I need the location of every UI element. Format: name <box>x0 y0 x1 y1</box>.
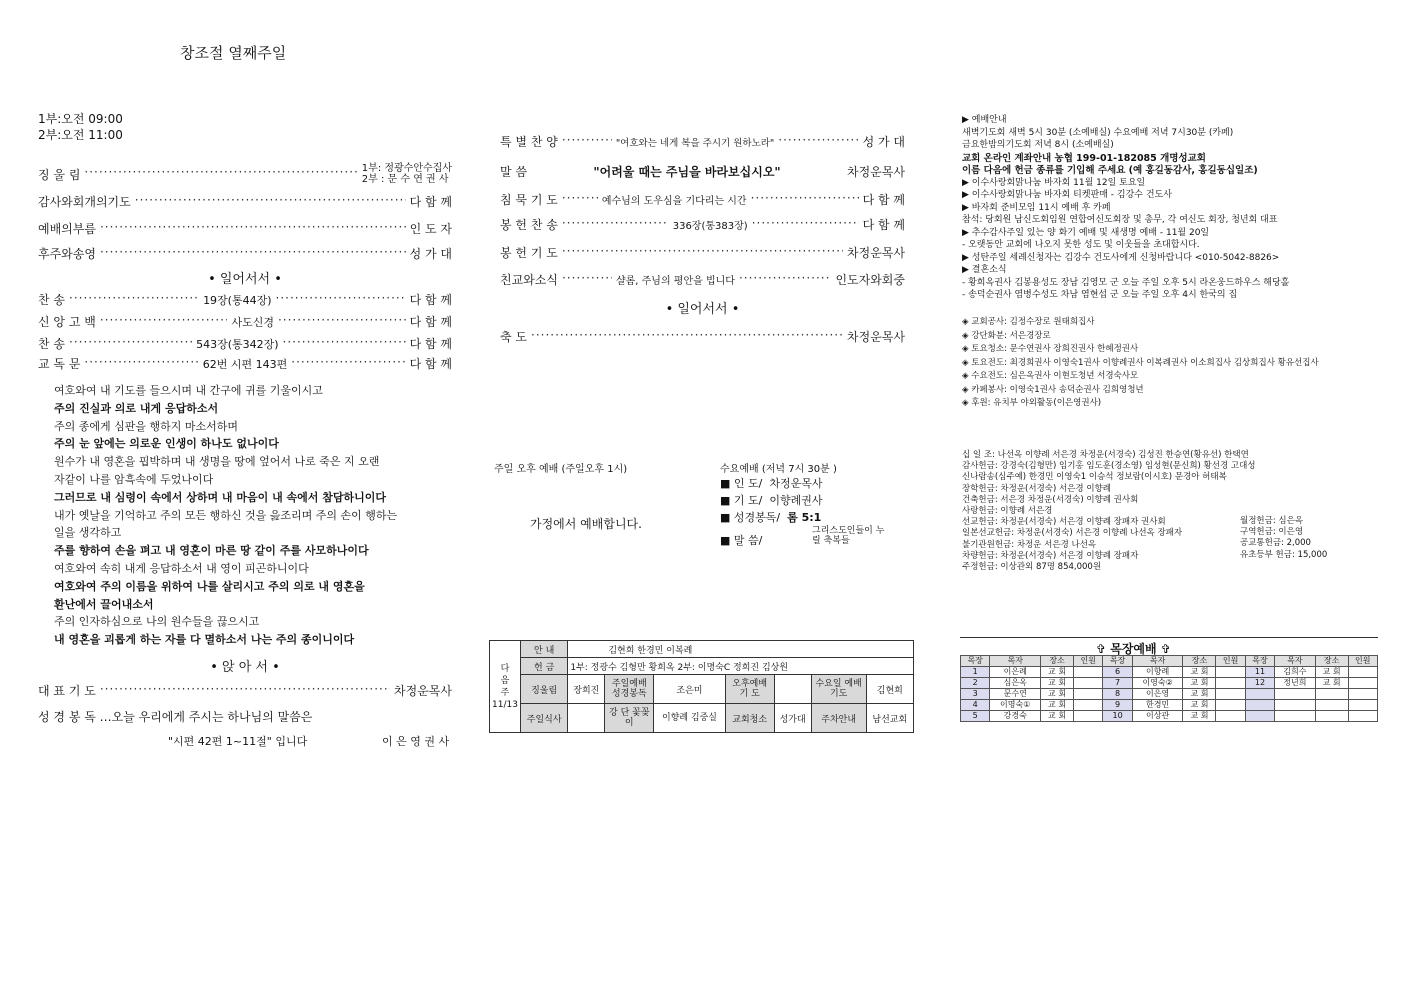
dot-leader <box>291 358 405 370</box>
cell-header: 장소 <box>1183 656 1216 667</box>
table-row <box>961 689 1378 700</box>
duty-label: 오후예배 기 도 <box>725 675 774 704</box>
psalm-line: 여호와여 내 기도를 들으시며 내 간구에 귀를 기울이시고 <box>54 384 323 397</box>
cell-value <box>1315 711 1348 722</box>
cell-value: 7 <box>1103 678 1132 689</box>
offer-line: 주정헌금: 이상관외 87명 854,000원 <box>962 562 1102 572</box>
cell-value: 교 회 <box>1041 700 1074 711</box>
order-item <box>500 216 905 233</box>
dot-leader <box>100 316 228 328</box>
cell-header: 장소 <box>1041 656 1074 667</box>
sunday-pm-note: 가정에서 예배합니다. <box>530 517 642 531</box>
duty-value: 1부: 정광수 김형만 황희옥 2부: 이명숙C 정희진 김상원 <box>568 658 914 675</box>
wed-item: ■ 말 씀/ <box>720 534 763 547</box>
duty-side-char: 주 <box>500 687 510 698</box>
psalm-line: 자같이 나를 암흑속에 두었나이다 <box>54 473 214 486</box>
cell-value <box>1074 689 1103 700</box>
order-item <box>38 291 452 308</box>
cell-value: 12 <box>1245 678 1274 689</box>
bell-ringers <box>362 163 452 185</box>
order-mid: 336장(통383장) <box>672 221 748 232</box>
ann-line: ▶ 예배안내 <box>962 115 1007 125</box>
cell-header: 목자 <box>990 656 1041 667</box>
cell-value <box>1348 678 1377 689</box>
scripture-reading: 성 경 봉 독 …오늘 우리에게 주시는 하나님의 말씀은 <box>38 710 313 724</box>
cell-value <box>1315 689 1348 700</box>
cell-value: 10 <box>1103 711 1132 722</box>
order-label: 신 앙 고 백 <box>38 315 96 329</box>
cell-value <box>1245 689 1274 700</box>
duty-value: 장희진 <box>568 675 605 704</box>
cell-value: 한경민 <box>1132 700 1183 711</box>
ann-line: 새벽기도회 새벽 5시 30분 (소예배실) 수요예배 저녁 7시30분 (카페) <box>962 127 1234 138</box>
cell-value <box>1074 667 1103 678</box>
ann-line: - 오랫동안 교회에 나오지 못한 성도 및 이웃들을 초대합시다. <box>962 240 1200 250</box>
ann-line: ▶ 이수사랑회맑나눔 바자회 티켓판매 - 김강수 건도사 <box>962 190 1172 200</box>
order-label: 징 울 림 <box>38 167 81 182</box>
cell-value: 이은영 <box>1132 689 1183 700</box>
order-who: 성 가 대 <box>862 135 905 149</box>
order-who: 차정운목사 <box>847 165 905 179</box>
psalm-line: 주의 인자하심으로 나의 원수들을 끊으시고 <box>54 615 260 629</box>
sit-down-heading: • 앉 아 서 • <box>210 660 280 675</box>
order-item <box>38 355 452 372</box>
scripture-reader: 이 은 영 권 사 <box>382 735 450 748</box>
cell-value: 1 <box>961 667 990 678</box>
duty-value: 조은미 <box>654 675 725 704</box>
ann-line: ▶ 결혼소식 <box>962 265 1007 275</box>
order-item <box>500 163 905 180</box>
cell-value: 심은옥 <box>990 678 1041 689</box>
cell-header: 목장 <box>1245 656 1274 667</box>
sunday-pm-title: 주일 오후 예배 (주일오후 1시) <box>494 464 628 475</box>
order-label: 친교와소식 <box>500 273 558 287</box>
cell-value: 3 <box>961 689 990 700</box>
dot-leader <box>84 358 198 370</box>
cell-value: 5 <box>961 711 990 722</box>
cell-value <box>1074 711 1103 722</box>
wed-value: 차정운목사 <box>769 477 823 490</box>
order-who: 차정운목사 <box>847 246 905 260</box>
order-who: 차정운목사 <box>847 330 905 344</box>
psalm-line: 내 영혼을 괴롭게 하는 자를 다 멸하소서 나는 주의 종이니이다 <box>54 633 355 647</box>
order-mid: 543장(통342장) <box>196 337 279 351</box>
offer-line: 일본선교헌금: 차정운(서경숙) 서은경 이향례 나선옥 장패자 <box>962 528 1183 539</box>
cell-value: 11 <box>1245 667 1274 678</box>
psalm-line: 원수가 내 영혼을 핍박하며 내 생명을 땅에 엎어서 나로 죽은 지 오랜 <box>54 455 380 469</box>
dot-leader <box>752 219 859 231</box>
order-label: 침 묵 기 도 <box>500 193 558 207</box>
dot-leader <box>84 168 357 180</box>
cell-value <box>1216 678 1245 689</box>
order-who: 인 도 자 <box>409 222 452 236</box>
duty-side-char: 11/13 <box>492 699 518 710</box>
cell-value <box>1348 711 1377 722</box>
order-who: 다 함 께 <box>862 218 905 232</box>
psalm-line: 주의 눈 앞에는 의로운 인생이 하나도 없나이다 <box>54 437 279 451</box>
order-mid: 사도신경 <box>231 315 274 329</box>
cell-value <box>1348 667 1377 678</box>
order-label: 찬 송 <box>38 337 65 351</box>
ann-line: ▶ 추수감사주일 있는 양 화기 예배 및 새생명 예배 - 11월 20일 <box>962 227 1210 238</box>
cell-header: 목자 <box>1132 656 1183 667</box>
duty-value <box>774 675 811 704</box>
dot-leader <box>562 194 598 206</box>
psalm-line: 그러므로 내 심령이 속에서 상하며 내 마음이 내 속에서 참담하니이다 <box>54 490 386 504</box>
cell-value: 김희수 <box>1275 667 1315 678</box>
duty-value: 성가대 <box>774 704 811 733</box>
duty-side-char: 음 <box>500 675 510 686</box>
offer-line: 감사헌금: 강경숙(김형만) 임기홍 임도훈(경소영) 임성현(문신희) 황선경 고대성 <box>962 461 1256 472</box>
cell-value: 강경숙 <box>990 711 1041 722</box>
cell-header: 목장 <box>1103 656 1132 667</box>
cell-value <box>1315 700 1348 711</box>
offer-line: 사랑헌금: 이향례 서은경 <box>962 506 1053 516</box>
dot-leader <box>276 294 406 306</box>
cell-value: 정년희 <box>1275 678 1315 689</box>
offer-line: 차량헌금: 차정운(서경숙) 서은경 이향례 장패자 <box>962 550 1139 561</box>
wed-key: 인 도/ <box>733 477 763 490</box>
order-label: 대 표 기 도 <box>38 684 96 698</box>
psalm-line: 내가 옛날을 기억하고 주의 모든 행하신 것을 읊조리며 주의 손이 행하는 <box>54 508 398 522</box>
order-mid: 19장(통44장) <box>203 293 272 307</box>
order-mid: 샬롬, 주님의 평안을 빕니다 <box>615 276 735 287</box>
offerR-line: 공교통헌금: 2,000 <box>1240 538 1311 549</box>
staff-line: ◈ 강단화분: 서은경장로 <box>962 330 1051 341</box>
bell-ringer-1: 1부: 정광수안수집사 <box>361 163 452 174</box>
offerR-line: 월정헌금: 심은옥 <box>1240 516 1304 526</box>
wed-key: 성경봉독/ <box>733 511 781 524</box>
cell-divider <box>960 637 1378 638</box>
psalm-line: 주의 종에게 심판을 행하지 마소서하며 <box>54 419 239 433</box>
staff-line: ◈ 교회공사: 김정수장로 원태희집사 <box>962 317 1095 327</box>
order-who: 차정운목사 <box>394 684 452 698</box>
dot-leader <box>100 685 390 697</box>
cell-value: 교 회 <box>1183 700 1216 711</box>
cell-value: 4 <box>961 700 990 711</box>
staff-line: ◈ 토요청소: 문수연권사 장희진권사 한혜정권사 <box>962 344 1139 354</box>
order-item <box>38 245 452 262</box>
table-row <box>961 678 1378 689</box>
order-label: 봉 헌 찬 송 <box>500 218 558 232</box>
scripture-ref: "시편 42편 1~11절" 입니다 <box>168 735 308 748</box>
cell-value: 이명숙① <box>990 700 1041 711</box>
order-label: 특 별 찬 양 <box>500 135 558 149</box>
cell-header: 목장 <box>961 656 990 667</box>
offerR-line: 유초등부 헌금: 15,000 <box>1240 549 1328 560</box>
cell-header: 인원 <box>1074 656 1103 667</box>
cell-table <box>960 655 1378 722</box>
stand-up-heading: • 일어서서 • <box>208 272 282 287</box>
order-item <box>500 133 905 150</box>
cell-value <box>1074 700 1103 711</box>
order-who: 다 함 께 <box>862 193 905 207</box>
duty-value: 김현희 한경민 이복례 <box>568 641 914 658</box>
cell-value: 2 <box>961 678 990 689</box>
psalm-line: 환난에서 끌어내소서 <box>54 597 154 611</box>
wed-key: 말 씀/ <box>733 534 763 547</box>
ann-line: ▶ 성탄주일 세례신청자는 김강수 건도사에게 신청바랍니다 <010-5042-8826> <box>962 252 1280 263</box>
dot-leader <box>283 338 406 350</box>
page-title: 창조절 열째주일 <box>180 44 287 62</box>
duty-label: 주차안내 <box>811 704 866 733</box>
order-who: 성 가 대 <box>409 247 452 261</box>
duty-value: 남선교회 <box>866 704 913 733</box>
dot-leader <box>562 247 843 259</box>
duty-label: 헌 금 <box>521 658 568 675</box>
dot-leader <box>751 194 859 206</box>
staff-line: ◈ 토요전도: 최경희권사 이영숙1권사 이향례권사 이복례권사 이소희집사 김상희집사 황유선집사 <box>962 357 1319 368</box>
order-who: 다 함 께 <box>409 195 452 209</box>
order-label: 감사와회개의기도 <box>38 195 131 209</box>
ann-line: ▶ 바자회 준비모임 11시 예배 후 카페 <box>962 202 1111 213</box>
duty-side <box>490 641 521 733</box>
order-label: 후주와송영 <box>38 247 96 261</box>
offer-line: 십 일 조: 나선옥 이향례 서은경 차정운(서경숙) 김성진 한승연(황유선) 한택연 <box>962 450 1249 460</box>
cell-value: 교 회 <box>1183 678 1216 689</box>
cell-header: 인원 <box>1216 656 1245 667</box>
duty-value <box>568 704 605 733</box>
order-who: 다 함 께 <box>409 315 453 329</box>
cell-value: 교 회 <box>1183 711 1216 722</box>
cell-value: 이영숙② <box>1132 678 1183 689</box>
duty-value: 이향례 김중실 <box>654 704 725 733</box>
duty-label: 주일식사 <box>521 704 568 733</box>
psalm-line: 주의 진실과 의로 내게 응답하소서 <box>54 401 219 415</box>
wed-value: 이향례권사 <box>769 494 823 507</box>
cell-value <box>1275 689 1315 700</box>
wed-title: 수요예배 (저녁 7시 30분 ) <box>720 464 837 475</box>
dot-leader <box>562 219 669 231</box>
ann-line: 이름 다음에 헌금 종류를 기입해 주세요 (예 홍길동감사, 홍길동십일조) <box>962 165 1258 176</box>
ann-line: ▶ 이수사랑회맑나눔 바자회 11월 12일 토요일 <box>962 177 1146 188</box>
dot-leader <box>278 316 406 328</box>
cell-value <box>1348 689 1377 700</box>
cell-value: 6 <box>1103 667 1132 678</box>
order-label: 예배의부름 <box>38 222 96 236</box>
cell-value <box>1275 711 1315 722</box>
duty-label: 안 내 <box>521 641 568 658</box>
wed-value: 롬 5:1 <box>787 511 822 524</box>
psalm-line: 여호와여 속히 내게 응답하소서 내 영이 피곤하니이다 <box>54 562 309 575</box>
order-label: 봉 헌 기 도 <box>500 246 558 260</box>
dot-leader <box>135 196 406 208</box>
ann-line: 교회 온라인 계좌안내 농협 199-01-182085 개명성교회 <box>962 152 1206 164</box>
wed-item: ■ 기 도/ 이향례권사 <box>720 494 823 507</box>
order-item <box>38 313 452 330</box>
wed-item: ■ 인 도/ 차정운목사 <box>720 477 823 490</box>
offer-line: 불기관원헌금: 차정운 서은경 나선옥 <box>962 539 1097 550</box>
cell-value: 교 회 <box>1315 667 1348 678</box>
duty-table <box>489 640 914 733</box>
cell-value: 교 회 <box>1041 689 1074 700</box>
cell-value <box>1348 700 1377 711</box>
cell-value: 9 <box>1103 700 1132 711</box>
duty-label: 징울림 <box>521 675 568 704</box>
cell-value: 교 회 <box>1041 711 1074 722</box>
cell-header: 목자 <box>1275 656 1315 667</box>
offerR-line: 구역헌금: 이은영 <box>1240 527 1304 538</box>
ann-line: - 송덕순권사 염병수성도 차남 염현섭 군 오늘 주일 오후 4시 한국의 집 <box>962 290 1238 300</box>
cell-value <box>1216 689 1245 700</box>
table-row <box>961 711 1378 722</box>
stand-up-heading-2: • 일어서서 • <box>665 302 740 317</box>
duty-label: 주일예배 성경봉독 <box>605 675 654 704</box>
cell-value: 교 회 <box>1041 678 1074 689</box>
order-who: 다 함 께 <box>409 357 452 371</box>
dot-leader <box>69 338 192 350</box>
duty-label: 교회청소 <box>725 704 774 733</box>
cell-value <box>1275 700 1315 711</box>
order-label: 말 씀 <box>500 165 527 179</box>
offer-line: 선교헌금: 차정운(서경숙) 서은경 이향례 장패자 권사회 <box>962 517 1166 528</box>
order-label: 찬 송 <box>38 293 65 307</box>
dot-leader <box>69 294 199 306</box>
dot-leader <box>100 223 406 235</box>
cell-value <box>1216 711 1245 722</box>
ann-line: 참석: 당회원 남신도회임원 연합여신도회장 및 총무, 각 여신도 회장, 청년회 대표 <box>962 215 1278 225</box>
order-who: 다 함 께 <box>409 337 453 351</box>
order-prayer <box>38 682 452 699</box>
wed-item: ■ 성경봉독/ 롬 5:1 <box>720 511 822 524</box>
ann-line: - 황희옥권사 김봉용성도 장남 김영모 군 오늘 주일 오후 5시 라온웅드하우스 해당홀 <box>962 277 1290 288</box>
wed-key: 기 도/ <box>733 494 763 507</box>
order-item <box>500 244 905 261</box>
order-who: 인도자와회중 <box>835 273 905 287</box>
staff-line: ◈ 후원: 유치부 야외활동(이은영권사) <box>962 398 1102 408</box>
dot-leader <box>531 331 843 343</box>
dot-leader <box>100 248 406 260</box>
duty-side-char: 다 <box>500 663 510 674</box>
cell-value <box>1216 700 1245 711</box>
duty-label: 수요일 예배기도 <box>811 675 866 704</box>
order-bell <box>38 163 452 185</box>
order-item <box>38 220 452 237</box>
bell-ringer-2: 2부 : 문 수 연 권 사 <box>361 174 449 185</box>
cell-title: ✞ 목장예배 ✞ <box>1096 642 1171 656</box>
cell-value <box>1245 711 1274 722</box>
cell-value: 문수연 <box>990 689 1041 700</box>
dot-leader <box>739 274 831 286</box>
psalm-line: 주를 향하여 손을 펴고 내 영혼이 마른 땅 같이 주를 사모하나이다 <box>54 544 369 558</box>
table-row <box>961 700 1378 711</box>
cell-value: 이상관 <box>1132 711 1183 722</box>
cell-value: 8 <box>1103 689 1132 700</box>
psalm-line: 일을 생각하고 <box>54 526 122 540</box>
service-time-1: 1부:오전 09:00 <box>38 112 123 126</box>
cell-value <box>1245 700 1274 711</box>
cell-value: 교 회 <box>1041 667 1074 678</box>
order-mid: 62번 시편 143편 <box>202 357 288 371</box>
offer-line: 신나람송(심주예) 한경민 이영숙1 이승석 정보람(이시호) 문경아 허태복 <box>962 472 1227 483</box>
ann-line: 금요한밤의기도회 저녁 8시 (소예배실) <box>962 140 1114 150</box>
offer-line: 건축헌금: 서은경 차정운(서경숙) 이향례 권사회 <box>962 494 1139 505</box>
order-mid: 예수님의 도우심을 기다리는 시간 <box>601 196 747 207</box>
cell-value: 교 회 <box>1183 667 1216 678</box>
order-item <box>500 191 905 208</box>
duty-label: 강 단 꽃꽂이 <box>605 704 654 733</box>
order-item <box>38 335 452 352</box>
cell-value <box>1216 667 1245 678</box>
table-row <box>961 667 1378 678</box>
cell-value: 이은례 <box>990 667 1041 678</box>
dot-leader <box>562 274 612 286</box>
psalm-line: 여호와여 주의 이름을 위하여 나를 살리시고 주의 의로 내 영혼을 <box>54 579 365 593</box>
cell-value <box>1074 678 1103 689</box>
duty-value: 김현희 <box>866 675 913 704</box>
dot-leader <box>562 136 612 148</box>
order-label: 축 도 <box>500 330 527 344</box>
cell-value: 이향례 <box>1132 667 1183 678</box>
order-who: 다 함 께 <box>409 293 452 307</box>
wed-sermon: 그리스도인들이 누릴 축복들 <box>812 526 885 546</box>
order-item <box>500 271 905 288</box>
cell-header-row <box>961 656 1378 667</box>
sermon-title: "어려울 때는 주님을 바라보십시오" <box>593 165 781 179</box>
staff-line: ◈ 카페봉사: 이영숙1권사 송덕순권사 김희영청년 <box>962 384 1144 395</box>
service-time-2: 2부:오전 11:00 <box>38 128 123 142</box>
dot-leader <box>778 136 858 148</box>
cell-value: 교 회 <box>1315 678 1348 689</box>
cell-value: 교 회 <box>1183 689 1216 700</box>
offer-line: 장학헌금: 차정운(서경숙) 서은경 이향례 <box>962 483 1111 494</box>
order-benediction <box>500 328 905 345</box>
cell-header: 장소 <box>1315 656 1348 667</box>
order-item <box>38 193 452 210</box>
staff-line: ◈ 수요전도: 심은옥권사 이현도청년 서경숙사모 <box>962 371 1139 381</box>
order-label: 교 독 문 <box>38 357 81 371</box>
order-mid: "여호와는 네게 복을 주시기 원하노라" <box>615 137 775 149</box>
cell-header: 인원 <box>1348 656 1377 667</box>
